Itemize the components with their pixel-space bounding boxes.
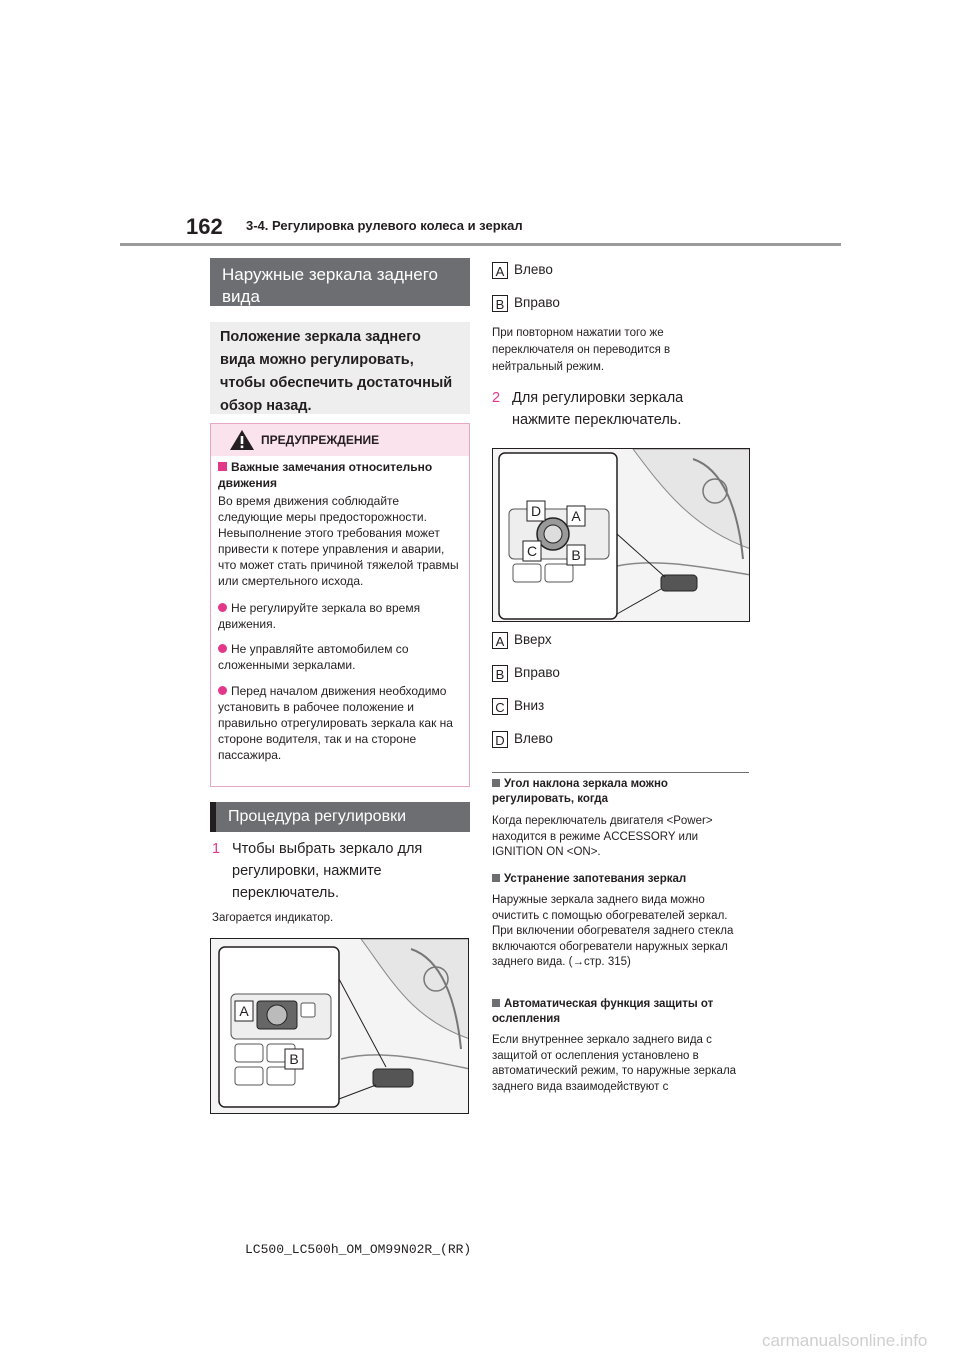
select-note: При повторном нажатии того же переключателя он переводится в нейтральный режим. (492, 327, 671, 373)
square-bullet-icon (492, 874, 500, 882)
step-line: Для регулировки зеркала (512, 390, 684, 406)
note (492, 777, 749, 861)
figure-label-b: B (571, 547, 581, 563)
note-head: Автоматическая функция защиты от ослепления (492, 998, 714, 1025)
intro-line: Положение зеркала заднего (220, 329, 421, 345)
note-body: Когда переключатель двигателя <Power> находится в режиме ACCESSORY или IGNITION ON <ON>. (492, 815, 713, 858)
figure-label-d: D (530, 503, 542, 519)
label-box: A (492, 632, 508, 649)
note (492, 872, 749, 971)
figure-mirror-adjust (492, 448, 750, 622)
note-head: Угол наклона зеркала можно регулировать, когда (492, 778, 668, 805)
footer-code: LC500_LC500h_OM_OM99N02R_(RR) (245, 1242, 472, 1257)
step-line: регулировки, нажмите (232, 863, 382, 879)
direction-item: D Влево (492, 731, 553, 748)
header-divider (120, 243, 841, 246)
warning-icon (229, 429, 255, 451)
square-bullet-icon (218, 462, 227, 471)
intro-line: чтобы обеспечить достаточный (220, 375, 453, 391)
warning-body: Во время движения соблюдайте следующие меры предосторожности. Невыполнение этого требования может привести к потере управления и аварии, что может стать причиной тяжелой травмы или смертельного исхода. (218, 494, 459, 588)
warning-title: ПРЕДУПРЕЖДЕНИЕ (261, 433, 380, 447)
direction-item: C Вниз (492, 698, 544, 715)
step-line: Чтобы выбрать зеркало для (232, 841, 423, 857)
label-box: A (492, 262, 508, 279)
intro-line: вида можно регулировать, (220, 352, 414, 368)
note-body: Наружные зеркала заднего вида можно очистить с помощью обогревателей зеркал. При включении обогревателя заднего стекла включаются обогреватели наружных зеркал заднего вида. (→стр. 315) (492, 894, 734, 968)
label-box: D (492, 731, 508, 748)
watermark: carmanualsonline.info (762, 1331, 928, 1350)
warning-bullet: Перед началом движения необходимо установить в рабочее положение и правильно отрегулировать зеркала как на стороне водителя, так и на стороне пассажира. (218, 684, 453, 762)
square-bullet-icon (492, 999, 500, 1007)
step-number: 2 (492, 390, 501, 406)
bullet-icon (218, 603, 227, 612)
intro-box (210, 322, 470, 414)
warning-subhead: Важные замечания относительно движения (218, 460, 433, 490)
note-head: Устранение запотевания зеркал (492, 872, 749, 887)
square-bullet-icon (492, 779, 500, 787)
step-1 (212, 838, 423, 901)
procedure-heading: Процедура регулировки (210, 802, 470, 832)
step-line: переключатель. (232, 885, 339, 901)
figure-mirror-select (210, 938, 469, 1114)
door-switch-illustration (211, 939, 469, 1114)
direction-item: A Вверх (492, 632, 552, 649)
bullet-icon (218, 644, 227, 653)
notes-divider (492, 772, 749, 773)
step-2 (492, 387, 684, 428)
bullet-icon (218, 686, 227, 695)
select-item: A Влево (492, 262, 553, 279)
warning-header (211, 424, 469, 456)
step-number: 1 (212, 841, 221, 857)
direction-item: B Вправо (492, 665, 560, 682)
section-heading: Наружные зеркала заднего вида (210, 258, 470, 306)
label-box: B (492, 665, 508, 682)
step-note: Загорается индикатор. (212, 912, 334, 924)
figure-label-b: B (289, 1051, 299, 1067)
note (492, 997, 749, 1095)
label-box: B (492, 295, 508, 312)
label-box: C (492, 698, 508, 715)
note-body: Если внутреннее зеркало заднего вида с защитой от ослепления установлено в автоматический режим, то наружные зеркала заднего вида взаимодействуют с (492, 1034, 737, 1093)
section-title: 3-4. Регулировка рулевого колеса и зеркал (246, 218, 523, 233)
figure-label-c: C (526, 543, 538, 559)
figure-label-a: A (571, 508, 581, 524)
mirror-switch-illustration (493, 449, 750, 622)
figure-label-a: A (239, 1003, 249, 1019)
warning-bullet: Не управляйте автомобилем со сложенными зеркалами. (218, 642, 409, 672)
select-item: B Вправо (492, 295, 560, 312)
page-number: 162 (186, 214, 223, 239)
warning-box (210, 423, 470, 787)
warning-bullet: Не регулируйте зеркала во время движения. (218, 601, 421, 631)
step-line: нажмите переключатель. (512, 412, 682, 428)
intro-line: обзор назад. (220, 398, 312, 414)
